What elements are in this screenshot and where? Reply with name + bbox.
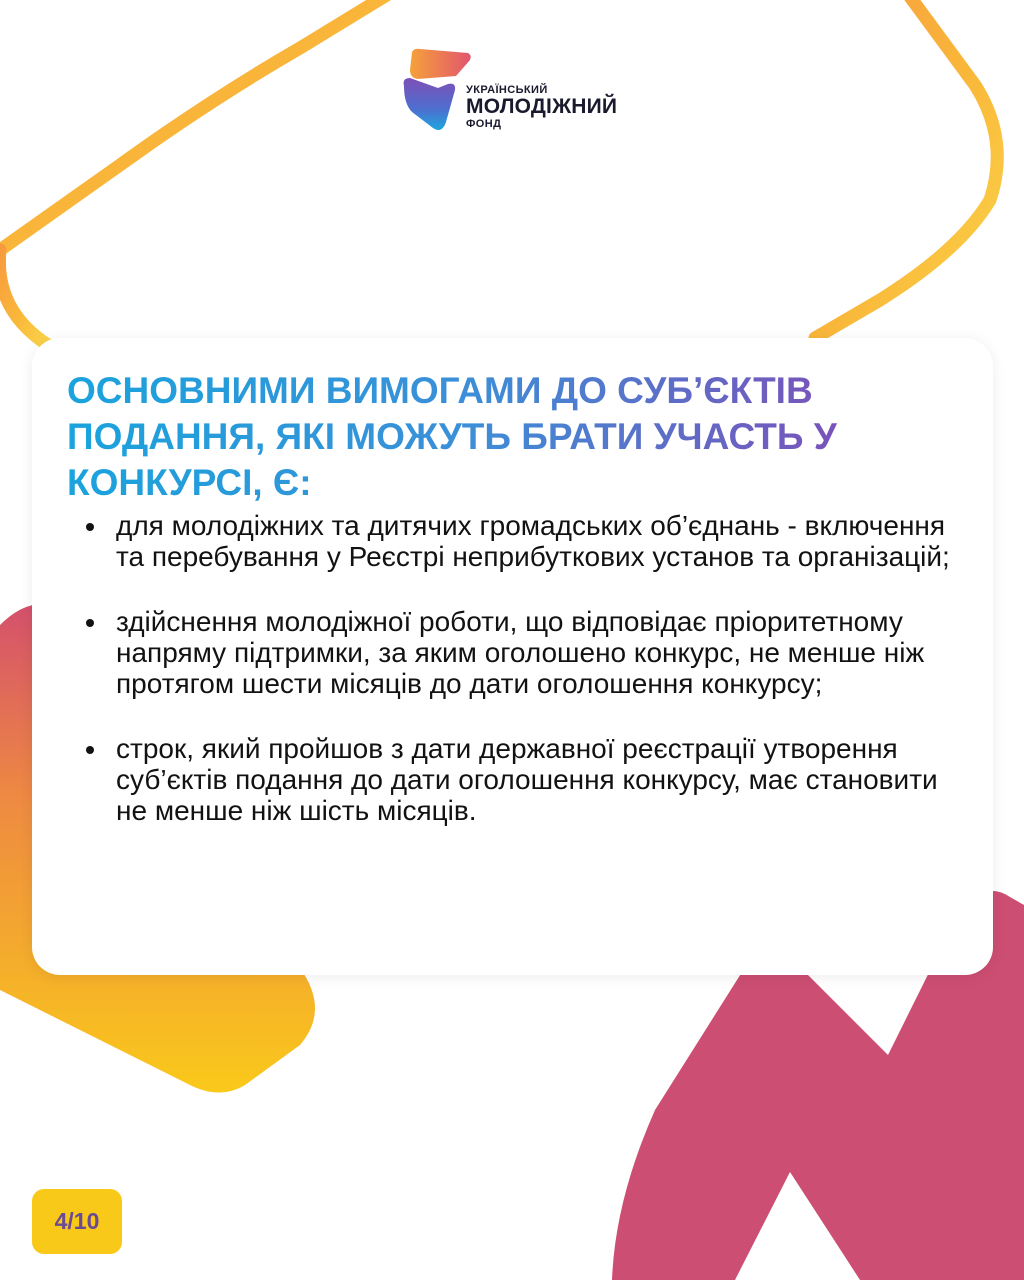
page-indicator-text: 4/10: [54, 1208, 100, 1234]
list-item: [86, 606, 966, 699]
requirements-list: [86, 510, 966, 860]
bullet-dot-icon: [86, 619, 94, 627]
logo-line-1: УКРАЇНСЬКИЙ: [466, 84, 548, 96]
list-item: [86, 510, 966, 572]
list-item-text: строк, який пройшов з дати державної реєстрації утворення суб’єктів подання до дати оголошення конкурсу, має становити не менше ніж шість місяців.: [116, 733, 938, 826]
ring-band-shape: [0, 250, 48, 345]
bullet-dot-icon: [86, 746, 94, 754]
list-item-text: для молодіжних та дитячих громадських об’єднань - включення та перебування у Реєстрі неприбуткових установ та організацій;: [116, 510, 950, 572]
bullet-dot-icon: [86, 523, 94, 531]
page-indicator: [32, 1189, 122, 1254]
logo-line-3: ФОНД: [466, 118, 502, 130]
logo-line-2: МОЛОДІЖНИЙ: [466, 95, 618, 118]
requirements-card: [32, 338, 993, 975]
brand-logo: [398, 46, 638, 138]
card-title: ОСНОВНИМИ ВИМОГАМИ ДО СУБ’ЄКТІВ ПОДАННЯ, ЯКІ МОЖУТЬ БРАТИ УЧАСТЬ У КОНКУРСІ, Є:: [67, 368, 947, 506]
logo-wordmark: [466, 84, 617, 130]
list-item-text: здійснення молодіжної роботи, що відповідає пріоритетному напряму підтримки, за яким оголошено конкурс, не менше ніж протягом шести місяців до дати оголошення конкурсу;: [116, 606, 925, 699]
ring-band-shape: [815, 0, 997, 338]
list-item: [86, 733, 966, 826]
ring-band-shape: [0, 0, 395, 250]
ukrainian-youth-fund-logo-icon: [398, 46, 474, 136]
